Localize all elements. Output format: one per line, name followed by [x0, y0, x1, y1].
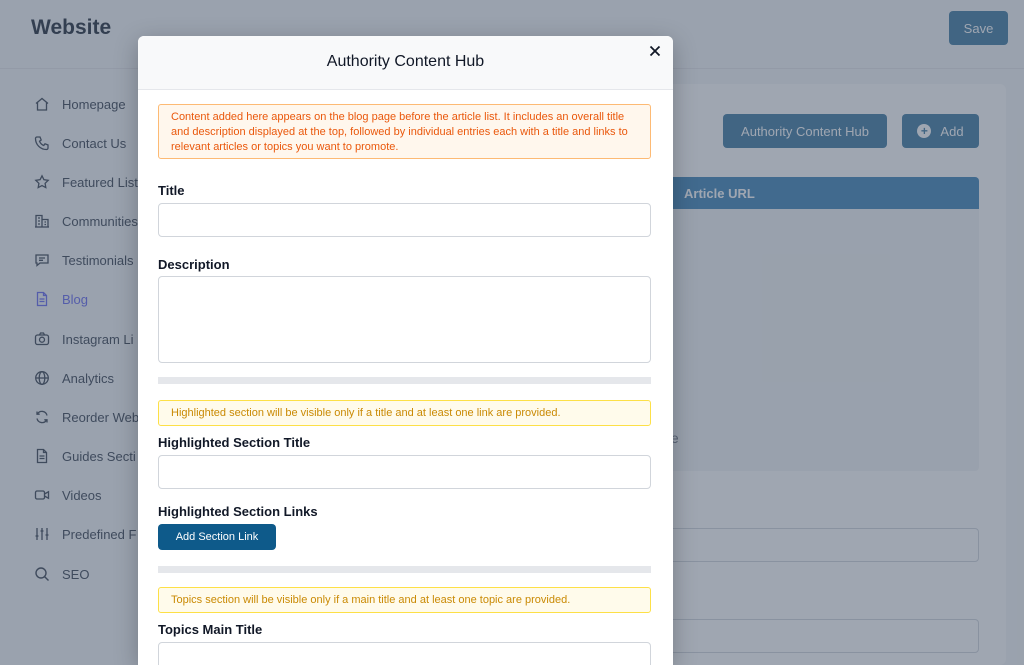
topics-main-title-input[interactable] — [158, 642, 651, 665]
highlighted-section-title-input[interactable] — [158, 455, 651, 489]
info-alert: Content added here appears on the blog page before the article list. It includes an overall title and description displayed at the top, followed by individual entries each with a title and links to relevant articles or topics you want to promote. — [158, 104, 651, 159]
topics-main-title-label: Topics Main Title — [158, 622, 263, 637]
description-textarea[interactable] — [158, 276, 651, 363]
highlighted-section-links-label: Highlighted Section Links — [158, 504, 318, 519]
description-label: Description — [158, 257, 230, 272]
modal-title: Authority Content Hub — [326, 53, 485, 70]
title-label: Title — [158, 183, 185, 198]
section-divider — [158, 566, 651, 573]
highlighted-section-alert: Highlighted section will be visible only if a title and at least one link are provided. — [158, 400, 651, 426]
add-section-link-button[interactable]: Add Section Link — [158, 524, 276, 550]
close-button[interactable] — [645, 42, 665, 62]
highlighted-section-title-label: Highlighted Section Title — [158, 435, 311, 450]
modal-header — [138, 36, 673, 90]
title-input[interactable] — [158, 203, 651, 237]
section-divider — [158, 377, 651, 384]
close-icon — [649, 45, 661, 57]
authority-content-hub-modal — [138, 36, 673, 665]
topics-section-alert: Topics section will be visible only if a main title and at least one topic are provided. — [158, 587, 651, 613]
